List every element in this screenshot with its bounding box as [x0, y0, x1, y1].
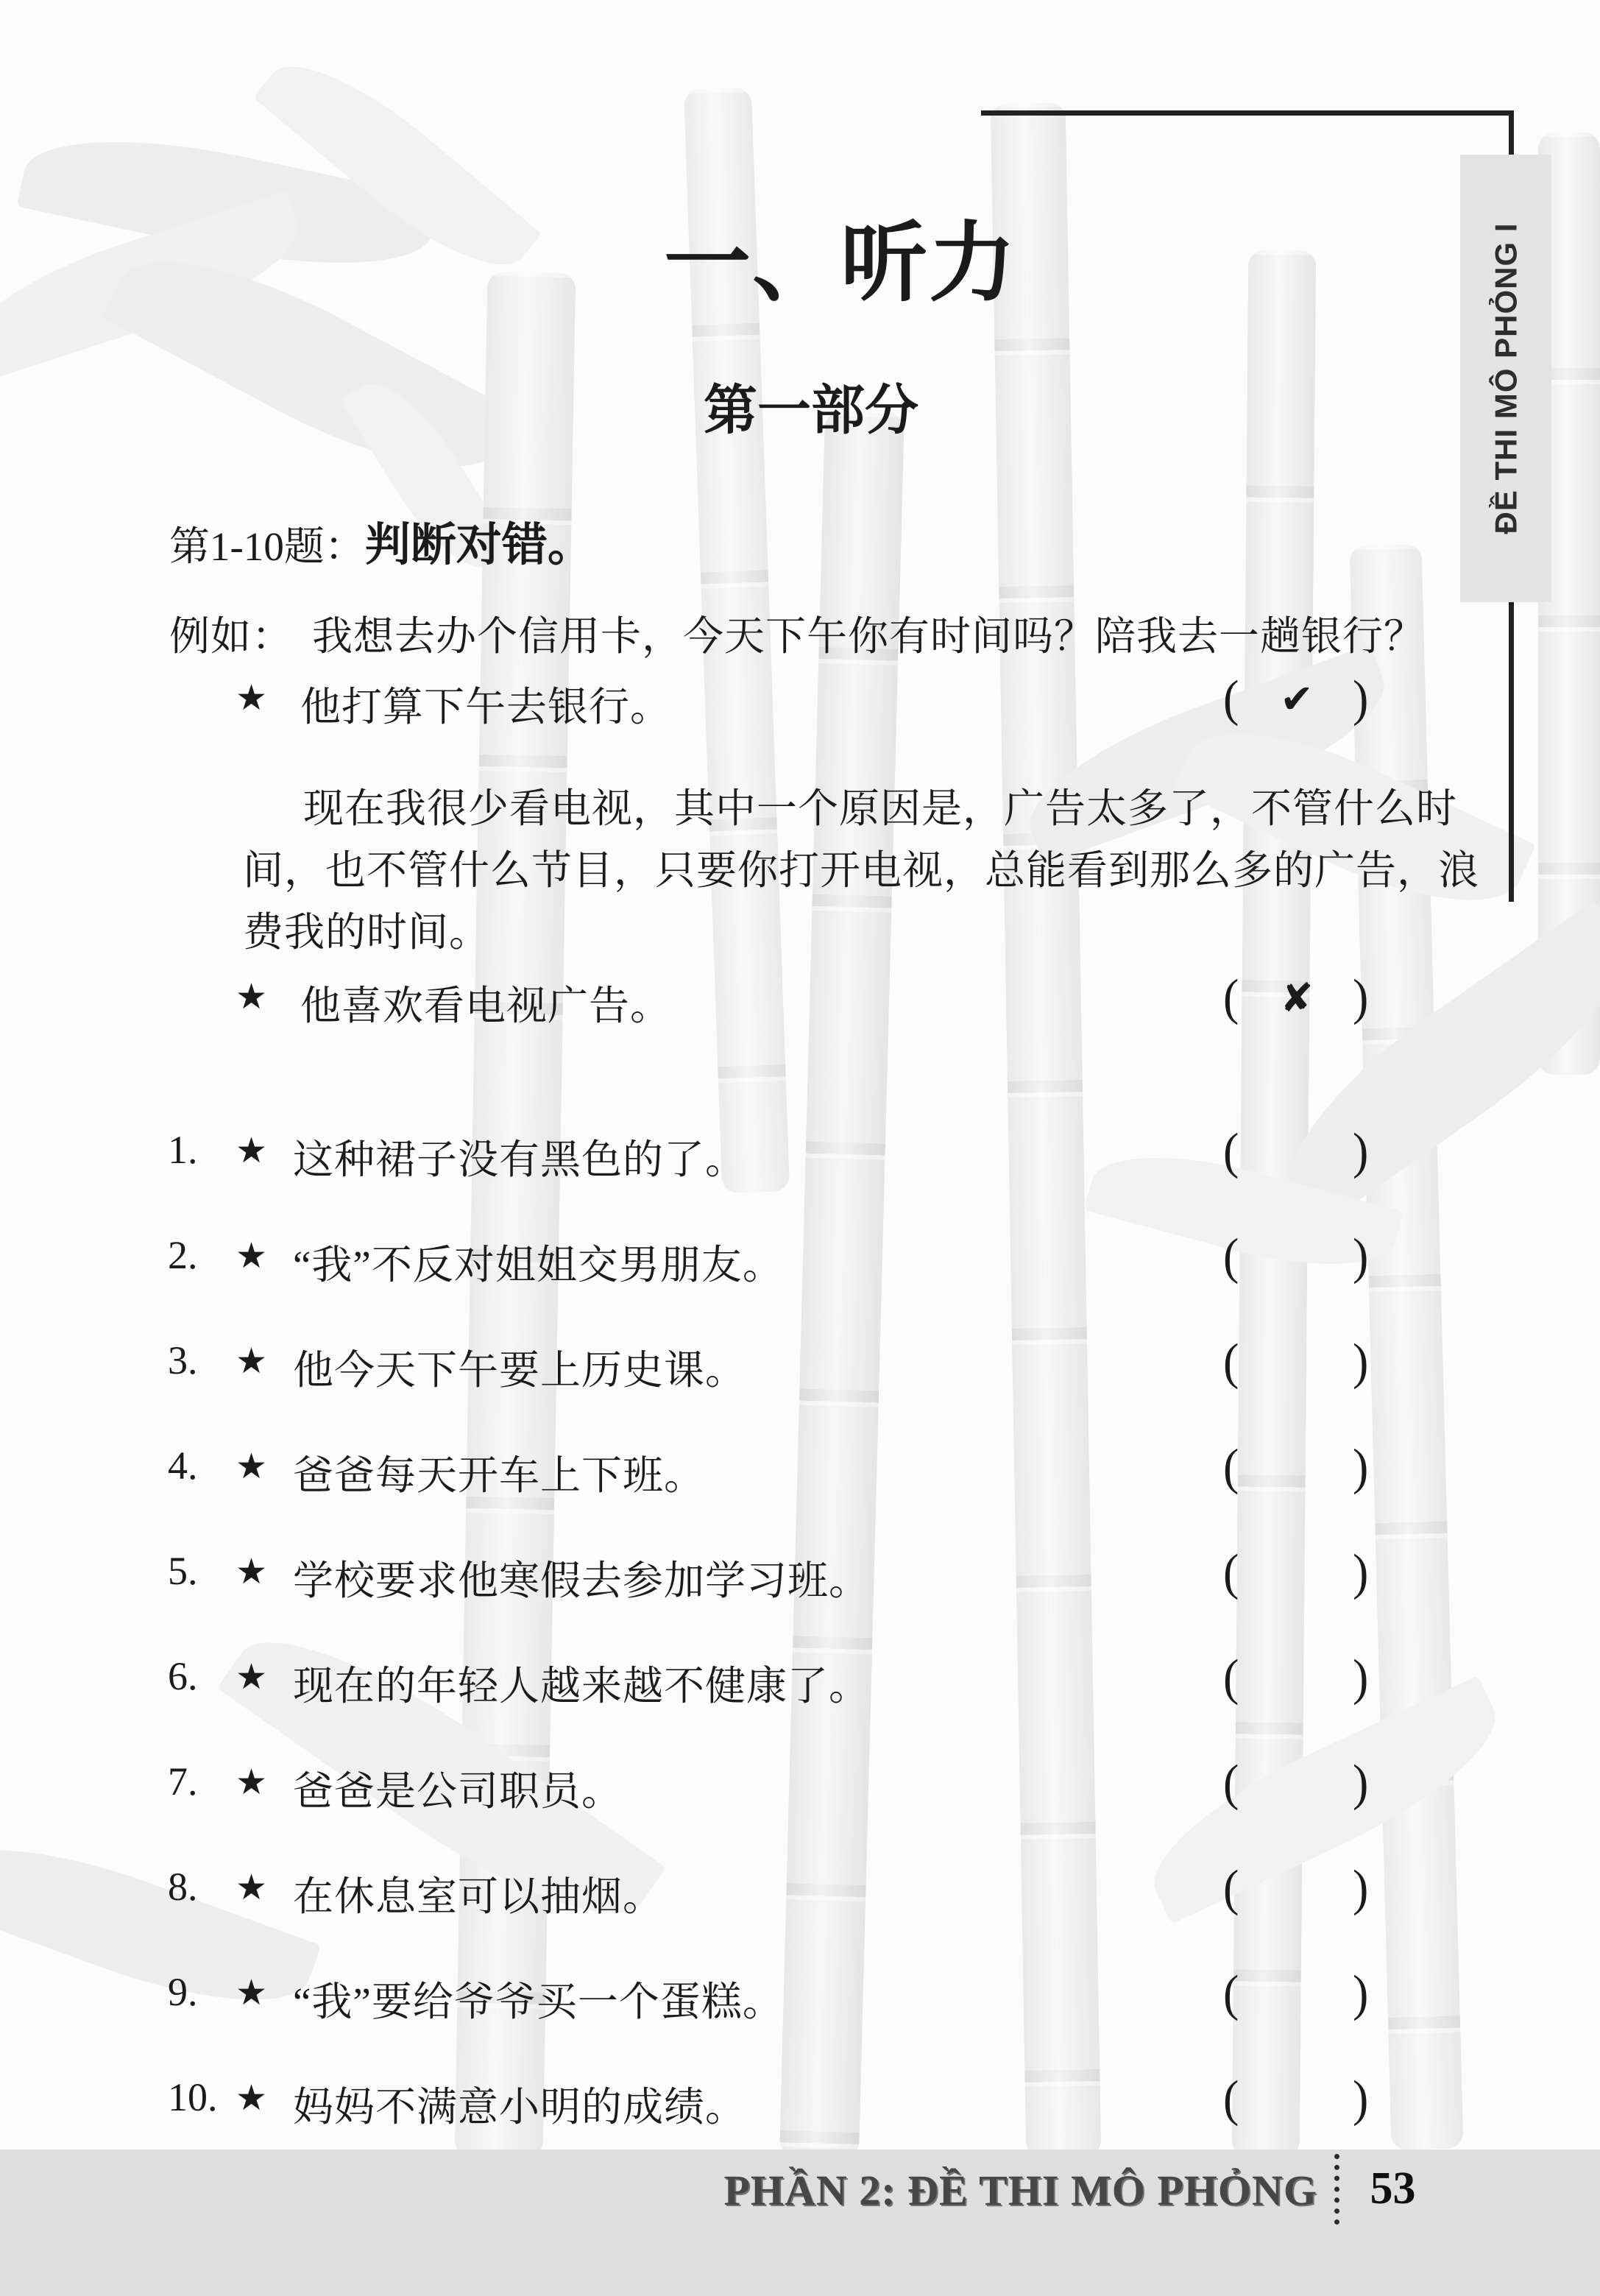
answer-paren-close: ) — [1353, 1333, 1369, 1390]
instruction-prefix: 第1-10题： — [169, 524, 365, 569]
question-number: 2. — [168, 1233, 198, 1277]
example-statement: 他打算下午去银行。 — [300, 685, 672, 730]
answer-paren-close: ) — [1353, 1123, 1369, 1179]
star-icon: ★ — [236, 1972, 268, 2013]
sidebar-tab-label: ĐỀ THI MÔ PHỎNG I — [1488, 222, 1523, 534]
question-statement: 这种裙子没有黑色的了。 — [293, 1137, 747, 1182]
question-row — [0, 1438, 1600, 1498]
cross-icon: ✘ — [1280, 975, 1314, 1021]
answer-paren-open: ( — [1223, 1965, 1239, 2021]
answer-paren-close: ) — [1353, 1754, 1369, 1811]
question-row — [0, 1333, 1600, 1393]
example-statement: 他喜欢看电视广告。 — [300, 983, 672, 1028]
question-row — [0, 1544, 1600, 1603]
question-number: 7. — [168, 1759, 198, 1804]
answer-paren-close: ) — [1353, 2070, 1369, 2127]
example-statement-row — [0, 969, 1600, 1028]
example-passage-line: 间，也不管什么节目，只要你打开电视，总能看到那么多的广告，浪 — [243, 848, 1480, 893]
answer-paren-open: ( — [1223, 969, 1239, 1025]
answer-paren-close: ) — [1353, 1859, 1369, 1916]
question-number: 9. — [168, 1970, 198, 2014]
question-statement: 妈妈不满意小明的成绩。 — [293, 2085, 747, 2130]
answer-paren-close: ) — [1353, 1965, 1369, 2021]
example-label: 例如： — [169, 614, 294, 659]
question-number: 8. — [168, 1865, 198, 1909]
question-row — [0, 1123, 1600, 1182]
answer-paren-close: ) — [1353, 1649, 1369, 1706]
star-icon: ★ — [236, 1130, 268, 1171]
question-statement: 在休息室可以抽烟。 — [293, 1874, 665, 1919]
instruction-line — [169, 508, 593, 573]
example-statement-row — [0, 670, 1600, 730]
answer-paren-open: ( — [1223, 1544, 1239, 1600]
question-number: 1. — [168, 1128, 198, 1172]
question-number: 5. — [168, 1549, 198, 1593]
question-statement: 他今天下午要上历史课。 — [293, 1348, 747, 1393]
answer-paren-close: ) — [1353, 969, 1369, 1025]
answer-paren-open: ( — [1223, 1438, 1239, 1495]
star-icon: ★ — [236, 1235, 268, 1276]
answer-paren-open: ( — [1223, 1228, 1239, 1285]
question-number: 3. — [168, 1338, 198, 1382]
answer-paren-close: ) — [1353, 1544, 1369, 1600]
answer-paren-open: ( — [1223, 1123, 1239, 1179]
answer-paren-open: ( — [1223, 2070, 1239, 2127]
question-statement: 爸爸是公司职员。 — [293, 1769, 623, 1814]
star-icon: ★ — [236, 1340, 268, 1382]
section-title: 一、听力 — [663, 216, 1017, 312]
star-icon: ★ — [236, 677, 268, 718]
footer-section-title: PHẦN 2: ĐỀ THI MÔ PHỎNG — [723, 2166, 1317, 2214]
example-line — [169, 604, 1425, 662]
answer-paren-open: ( — [1223, 1859, 1239, 1916]
question-row — [0, 1649, 1600, 1709]
answer-paren-close: ) — [1353, 1228, 1369, 1285]
instruction-emphasis: 判断对错。 — [364, 520, 593, 571]
question-row — [0, 1965, 1600, 2024]
question-statement: 学校要求他寒假去参加学习班。 — [293, 1558, 871, 1603]
question-statement: “我”要给爷爷买一个蛋糕。 — [293, 1979, 784, 2024]
star-icon: ★ — [236, 1551, 268, 1592]
example-passage-line: 现在我很少看电视，其中一个原因是，广告太多了，不管什么时 — [303, 786, 1458, 831]
star-icon: ★ — [236, 1656, 268, 1698]
question-number: 4. — [168, 1444, 198, 1488]
answer-paren-open: ( — [1223, 1649, 1239, 1706]
answer-paren-open: ( — [1223, 1754, 1239, 1811]
star-icon: ★ — [236, 1762, 268, 1803]
star-icon: ★ — [236, 2077, 268, 2119]
star-icon: ★ — [236, 976, 268, 1017]
answer-paren-close: ) — [1353, 670, 1369, 727]
question-row — [0, 2070, 1600, 2130]
answer-paren-close: ) — [1353, 1438, 1369, 1495]
check-icon: ✔ — [1280, 676, 1314, 722]
question-row — [0, 1859, 1600, 1919]
question-statement: 现在的年轻人越来越不健康了。 — [293, 1664, 871, 1709]
part-title: 第一部分 — [704, 381, 918, 440]
question-number: 10. — [168, 2075, 218, 2119]
answer-paren-open: ( — [1223, 1333, 1239, 1390]
page-number: 53 — [1370, 2163, 1416, 2214]
example-sentence: 我想去办个信用卡，今天下午你有时间吗？陪我去一趟银行？ — [312, 614, 1426, 659]
star-icon: ★ — [236, 1446, 268, 1487]
question-row — [0, 1754, 1600, 1814]
footer-dotted-divider — [1334, 2154, 1339, 2225]
question-row — [0, 1228, 1600, 1287]
example-passage-line: 费我的时间。 — [243, 910, 491, 955]
question-statement: 爸爸每天开车上下班。 — [293, 1453, 706, 1498]
question-number: 6. — [168, 1654, 198, 1698]
answer-paren-open: ( — [1223, 670, 1239, 727]
question-statement: “我”不反对姐姐交男朋友。 — [293, 1243, 784, 1287]
star-icon: ★ — [236, 1867, 268, 1908]
